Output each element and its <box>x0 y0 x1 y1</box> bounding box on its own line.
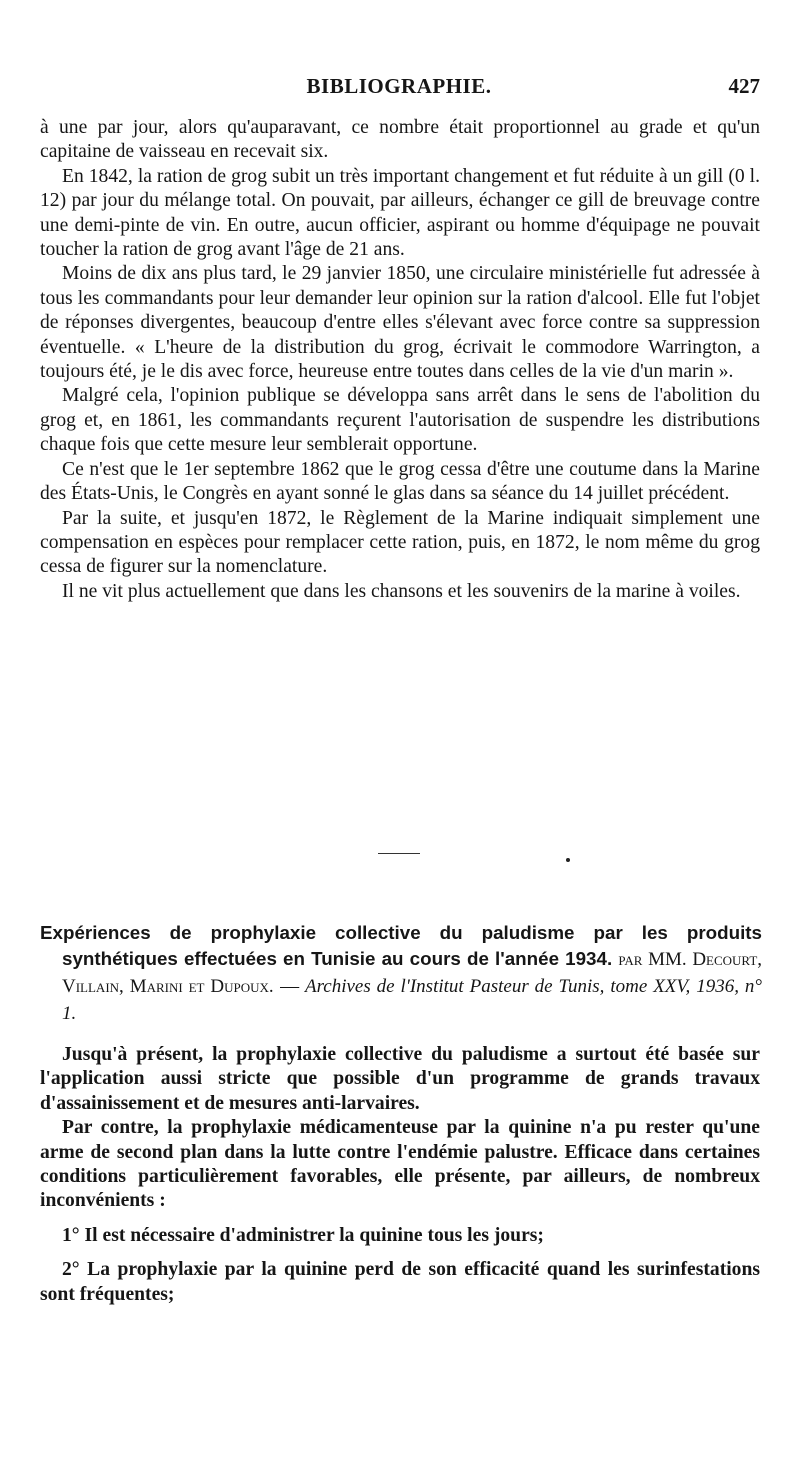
paragraph-4: Malgré cela, l'opinion publique se développa sans arrêt dans le sens de l'abolition du grog et, en 1861, les commandants reçurent l'autorisation de suspendre les distributions chaque fois que cette mesure leur semblerait opportune. <box>40 385 760 456</box>
paragraph-6: Par la suite, et jusqu'en 1872, le Règlement de la Marine indiquait simplement une compensation en espèces pour remplacer cette ration, puis, en 1872, le nom même du grog cessa de figurer sur la nomenclature. <box>40 507 760 578</box>
review-heading: Expériences de prophylaxie collective du paludisme par les produits synthétiques effectuées en Tunisie au cours de l'année 1934. par MM. Decourt, Villain, Marini et Dupoux. — Archives de l'Institut Pasteur de Tunis, tome XXV, 1936, n° 1. <box>40 922 763 1024</box>
page-number: 427 <box>728 74 760 98</box>
section-divider <box>378 853 420 854</box>
paragraph-1: à une par jour, alors qu'auparavant, ce nombre était proportionnel au grade et qu'un capitaine de vaisseau en recevait six. <box>40 117 760 163</box>
review-source: Archives de l'Institut Pasteur de Tunis, tome XXV, 1936, n° 1. <box>62 976 762 1024</box>
paragraph-7: Il ne vit plus actuellement que dans les chansons et les souvenirs de la marine à voiles. <box>62 580 741 602</box>
review-authors: par MM. Decourt, Villain, Marini et Dupoux. <box>62 949 763 997</box>
review-title: Expériences de prophylaxie collective du paludisme par les produits synthétiques effectuées en Tunisie au cours de l'année 1934. <box>40 922 762 969</box>
review-list-item-1: 1° Il est nécessaire d'administrer la quinine tous les jours; <box>62 1224 544 1246</box>
running-title: BIBLIOGRAPHIE. <box>306 74 492 98</box>
review-list-item-2: 2° La prophylaxie par la quinine perd de son efficacité quand les surinfestations sont fréquentes; <box>40 1259 760 1305</box>
review-body <box>40 1043 760 1307</box>
article-continuation <box>40 116 760 604</box>
review-paragraph-2: Par contre, la prophylaxie médicamenteuse par la quinine n'a pu rester qu'une arme de second plan dans la lutte contre l'endémie palustre. Efficace dans certaines conditions particulièrement favorables, elle présente, par ailleurs, de nombreux inconvénients : <box>40 1117 760 1212</box>
paragraph-2: En 1842, la ration de grog subit un très important changement et fut réduite à un gill (0 l. 12) par jour du mélange total. On pouvait, par ailleurs, échanger ce gill de breuvage contre une demi-pinte de vin. En outre, aucun officier, aspirant ou homme d'équipage ne pouvait toucher la ration de grog avant l'âge de 21 ans. <box>40 165 760 261</box>
print-speck <box>566 858 570 862</box>
paragraph-3: Moins de dix ans plus tard, le 29 janvier 1850, une circulaire ministérielle fut adressée à tous les commandants pour leur demander leur opinion sur la ration d'alcool. Elle fut l'objet de réponses divergentes, beaucoup d'entre elles s'élevant avec force contre sa suppression éventuelle. « L'heure de la distribution du grog, écrivait le commodore Warrington, a toujours été, je le dis avec force, heureuse entre toutes dans celles de la vie d'un marin ». <box>40 263 760 383</box>
running-head <box>38 74 760 104</box>
paragraph-5: Ce n'est que le 1er septembre 1862 que le grog cessa d'être une coutume dans la Marine des États-Unis, le Congrès en ayant sonné le glas dans sa séance du 14 juillet précédent. <box>40 458 760 505</box>
review-paragraph-1: Jusqu'à présent, la prophylaxie collective du paludisme a surtout été basée sur l'application aussi stricte que possible d'un programme de grands travaux d'assainissement et de mesures anti-larvaires. <box>40 1044 760 1114</box>
